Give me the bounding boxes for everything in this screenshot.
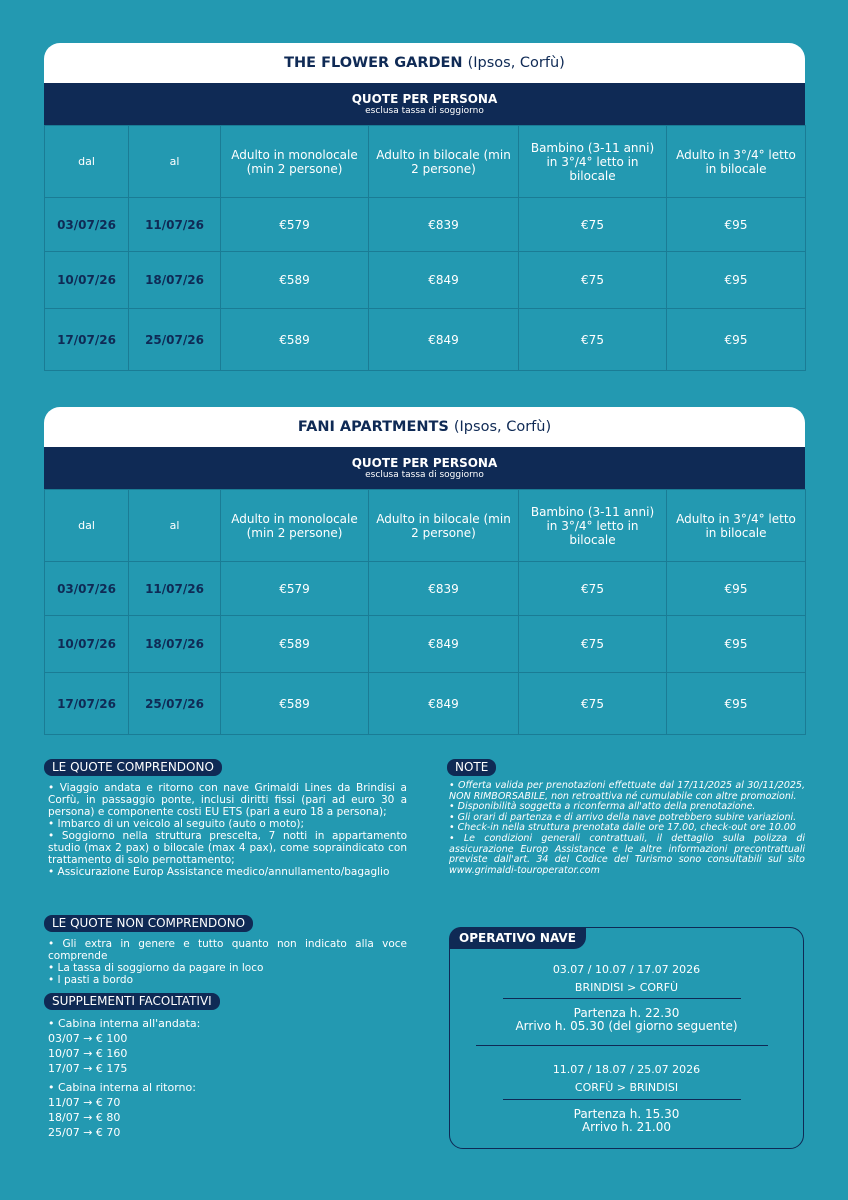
supplement-line: 18/07 → € 80 (48, 1111, 121, 1124)
price-cell: €839 (369, 562, 519, 616)
supplement-line: 11/07 → € 70 (48, 1096, 121, 1109)
price-cell: €95 (667, 562, 806, 616)
list-item: • I pasti a bordo (48, 974, 133, 986)
list-item: • Imbarco di un veicolo al seguito (auto o moto); (48, 818, 304, 830)
table-row (45, 562, 806, 616)
supplement-line: 17/07 → € 175 (48, 1062, 128, 1075)
supplements-title: SUPPLEMENTI FACOLTATIVI (44, 993, 220, 1010)
table-header-row (45, 490, 806, 562)
quote-header (44, 83, 805, 125)
price-cell: €589 (221, 673, 369, 735)
outbound-cabin-title: • Cabina interna all'andata: (48, 1017, 201, 1030)
supplement-line: 03/07 → € 100 (48, 1032, 128, 1045)
price-cell: €75 (519, 198, 667, 252)
price-cell: €75 (519, 252, 667, 309)
table-row (45, 673, 806, 735)
date-to: 18/07/26 (129, 252, 221, 309)
price-table (44, 125, 806, 371)
price-table (44, 489, 806, 735)
price-cell: €95 (667, 673, 806, 735)
quote-title: QUOTE PER PERSONA (351, 455, 498, 470)
price-cell: €849 (369, 616, 519, 673)
return-cabin-title: • Cabina interna al ritorno: (48, 1081, 196, 1094)
outbound-arrival: Arrivo h. 05.30 (del giorno seguente) (515, 1019, 738, 1033)
return-route: CORFÙ > BRINDISI (574, 1081, 679, 1094)
column-header: al (129, 126, 221, 198)
column-header: Bambino (3-11 anni) in 3°/4° letto in bilocale (519, 490, 667, 562)
list-item: • Soggiorno nella struttura prescelta, 7 notti in appartamento studio (max 2 pax) o bilocale (max 4 pax), come sopraindicato con trattamento di solo pernottamento; (48, 830, 407, 866)
price-cell: €75 (519, 616, 667, 673)
divider (503, 1099, 741, 1100)
column-header: al (129, 490, 221, 562)
includes-title: LE QUOTE COMPRENDONO (44, 759, 222, 776)
hotel-name: FANI APARTMENTS (297, 419, 449, 435)
date-from: 17/07/26 (45, 673, 129, 735)
date-from: 03/07/26 (45, 562, 129, 616)
list-item: • Gli extra in genere e tutto quanto non indicato alla voce comprende (48, 938, 407, 962)
column-header: Adulto in monolocale (min 2 persone) (221, 490, 369, 562)
supplement-line: 25/07 → € 70 (48, 1126, 121, 1139)
hotel-fani-apartments (44, 407, 805, 735)
notes-section (447, 759, 805, 876)
date-from: 10/07/26 (45, 252, 129, 309)
outbound-departure: Partenza h. 22.30 (573, 1006, 680, 1020)
hotel-location: (Ipsos, Corfù) (453, 419, 552, 435)
note-item: • Check-in nella struttura prenotata dalle ore 17.00, check-out ore 10.00 (449, 822, 796, 834)
price-cell: €75 (519, 562, 667, 616)
hotel-title (44, 407, 805, 447)
price-cell: €849 (369, 309, 519, 371)
date-to: 25/07/26 (129, 673, 221, 735)
date-from: 10/07/26 (45, 616, 129, 673)
note-item: • Disponibilità soggetta a riconferma all'atto della prenotazione. (449, 801, 756, 813)
price-cell: €589 (221, 252, 369, 309)
list-item: • La tassa di soggiorno da pagare in loco (48, 962, 264, 974)
date-to: 11/07/26 (129, 562, 221, 616)
price-cell: €75 (519, 673, 667, 735)
price-cell: €579 (221, 562, 369, 616)
quote-subtitle: esclusa tassa di soggiorno (365, 105, 484, 116)
note-item: • Gli orari di partenza e di arrivo della nave potrebbero subire variazioni. (449, 811, 797, 823)
excludes-section (44, 915, 407, 986)
column-header: dal (45, 490, 129, 562)
quote-header (44, 447, 805, 489)
hotel-flower-garden (44, 43, 805, 371)
notes-title: NOTE (447, 759, 496, 776)
price-cell: €95 (667, 309, 806, 371)
quote-subtitle: esclusa tassa di soggiorno (365, 469, 484, 480)
date-to: 25/07/26 (129, 309, 221, 371)
includes-section (44, 759, 407, 878)
column-header: Adulto in bilocale (min 2 persone) (369, 126, 519, 198)
table-row (45, 252, 806, 309)
column-header: Adulto in monolocale (min 2 persone) (221, 126, 369, 198)
outbound-dates: 03.07 / 10.07 / 17.07 2026 (552, 963, 701, 976)
return-arrival: Arrivo h. 21.00 (581, 1120, 672, 1134)
excludes-title: LE QUOTE NON COMPRENDONO (44, 915, 253, 932)
column-header: Bambino (3-11 anni) in 3°/4° letto in bilocale (519, 126, 667, 198)
hotel-location: (Ipsos, Corfù) (467, 55, 565, 71)
price-cell: €849 (369, 252, 519, 309)
divider (476, 1045, 768, 1046)
table-row (45, 616, 806, 673)
price-cell: €589 (221, 309, 369, 371)
note-item: • Le condizioni generali contrattuali, il dettaglio sulla polizza di assicurazione Europ Assistance e le altre informazioni precontrattuali previste dall'art. 34 del Codice del Turismo sono consultabili sul sito www.grimaldi-touroperator.com (449, 832, 805, 876)
column-header: Adulto in bilocale (min 2 persone) (369, 490, 519, 562)
date-to: 11/07/26 (129, 198, 221, 252)
price-cell: €95 (667, 252, 806, 309)
price-cell: €95 (667, 198, 806, 252)
column-header: Adulto in 3°/4° letto in bilocale (667, 490, 806, 562)
table-row (45, 309, 806, 371)
operativo-title: OPERATIVO NAVE (449, 927, 586, 949)
outbound-route: BRINDISI > CORFÙ (574, 981, 679, 994)
date-from: 17/07/26 (45, 309, 129, 371)
supplement-line: 10/07 → € 160 (48, 1047, 128, 1060)
date-to: 18/07/26 (129, 616, 221, 673)
note-item: • Offerta valida per prenotazioni effettuate dal 17/11/2025 al 30/11/2025, NON RIMBORSABILE, non retroattiva né cumulabile con altre promozioni. (449, 780, 805, 802)
column-header: dal (45, 126, 129, 198)
hotel-name: THE FLOWER GARDEN (284, 55, 463, 71)
price-cell: €95 (667, 616, 806, 673)
price-cell: €589 (221, 616, 369, 673)
table-header-row (45, 126, 806, 198)
quote-title: QUOTE PER PERSONA (351, 91, 498, 106)
price-cell: €75 (519, 309, 667, 371)
list-item: • Assicurazione Europ Assistance medico/annullamento/bagaglio (48, 866, 390, 878)
date-from: 03/07/26 (45, 198, 129, 252)
divider (503, 998, 741, 999)
price-cell: €849 (369, 673, 519, 735)
table-row (45, 198, 806, 252)
return-dates: 11.07 / 18.07 / 25.07 2026 (552, 1063, 701, 1076)
hotel-title (44, 43, 805, 83)
supplements-section (44, 993, 407, 1140)
list-item: • Viaggio andata e ritorno con nave Grimaldi Lines da Brindisi a Corfù, in passaggio ponte, inclusi diritti fissi (pari ad euro 30 a persona) e componente costi EU ETS (pari a euro 18 a persona); (48, 782, 407, 818)
price-cell: €839 (369, 198, 519, 252)
price-cell: €579 (221, 198, 369, 252)
return-departure: Partenza h. 15.30 (573, 1107, 680, 1121)
column-header: Adulto in 3°/4° letto in bilocale (667, 126, 806, 198)
